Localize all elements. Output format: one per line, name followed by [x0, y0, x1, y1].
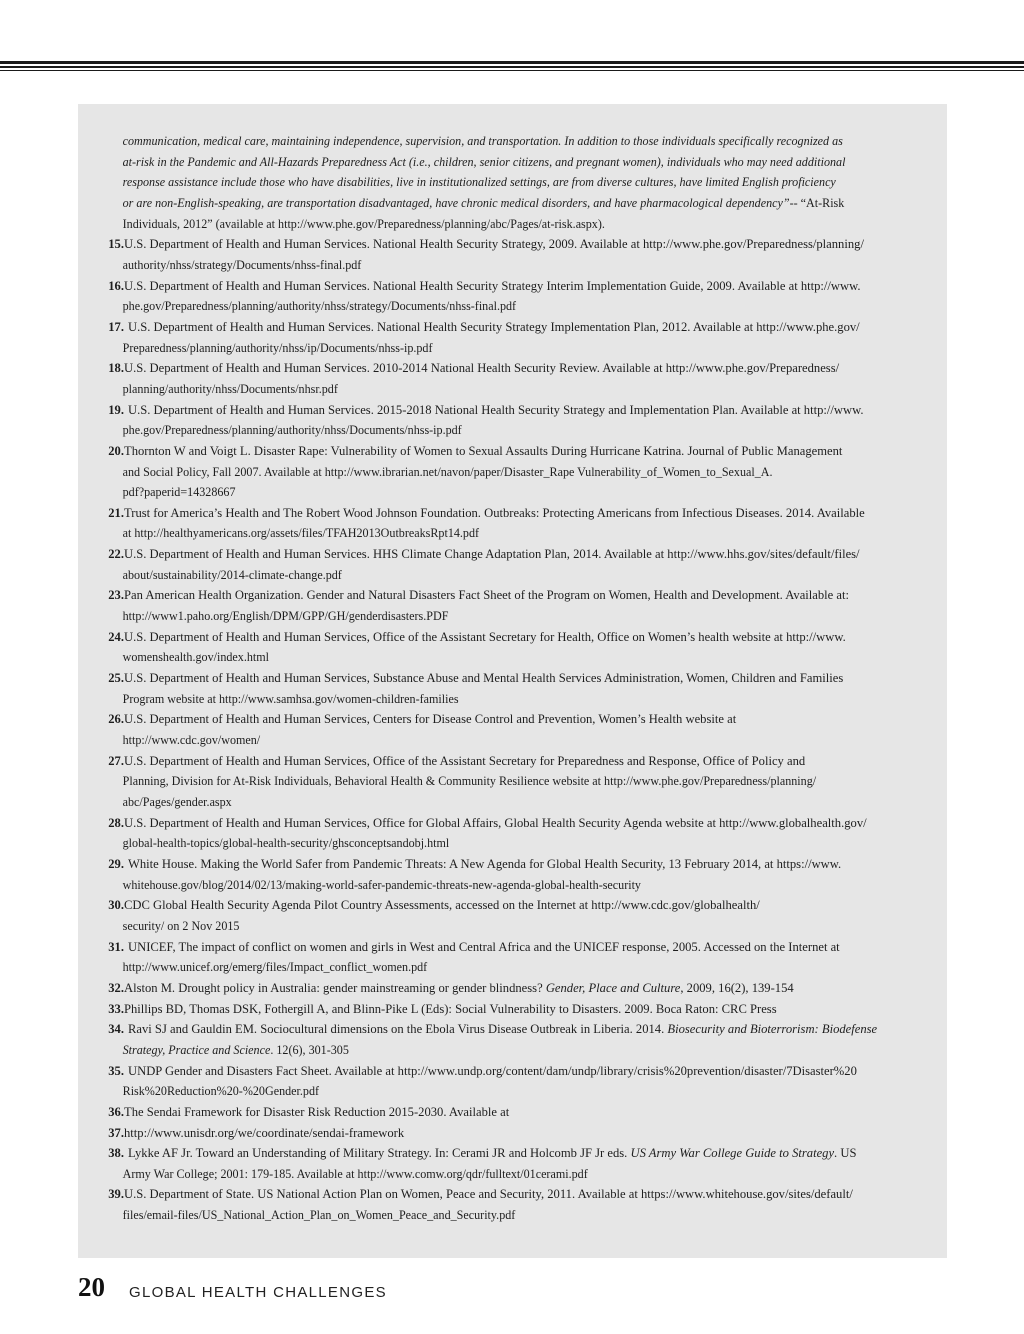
reference-number: 22.	[108, 547, 124, 562]
reference-number: 19.	[108, 402, 124, 417]
reference-line: U.S. Department of Health and Human Services, Office of the Assistant Secretary for Health, Office on Women’s health website at http://www.	[124, 629, 846, 644]
reference-line: U.S. Department of Health and Human Services, Office of the Assistant Secretary for Preparedness and Response, Office of Policy and	[124, 753, 806, 768]
reference-line: pdf?paperid=14328667	[122, 485, 236, 500]
reference-number: 15.	[108, 237, 124, 252]
reference-line: global-health-topics/global-health-security/ghsconceptsandobj.html	[122, 836, 450, 851]
reference-number: 32.	[108, 980, 124, 995]
reference-line: Pan American Health Organization. Gender and Natural Disasters Fact Sheet of the Program on Women, Health and Development. Available at:	[124, 588, 850, 603]
reference-line: Trust for America’s Health and The Robert Wood Johnson Foundation. Outbreaks: Protecting Americans from Infectious Diseases. 2014. Available	[124, 505, 865, 520]
reference-number: 16.	[108, 278, 124, 293]
reference-item	[90, 999, 935, 1020]
reference-line: Ravi SJ and Gauldin EM. Sociocultural dimensions on the Ebola Virus Disease Outbreak in Liberia. 2014.	[128, 1022, 668, 1037]
reference-line: U.S. Department of Health and Human Services. National Health Security Strategy Implementation Plan, 2012. Available at http://www.phe.gov/	[128, 319, 860, 334]
reference-text	[124, 627, 846, 648]
reference-number: 27.	[108, 753, 124, 768]
reference-number: 18.	[108, 361, 124, 376]
reference-item	[90, 1019, 935, 1040]
journal-title: Biosecurity and Bioterrorism: Biodefense	[667, 1022, 878, 1037]
header-rule-mid	[0, 66, 1024, 68]
intro-line	[90, 193, 844, 214]
reference-number: 30.	[108, 898, 124, 913]
reference-text	[124, 441, 842, 462]
reference-text	[124, 854, 841, 875]
reference-line: UNDP Gender and Disasters Fact Sheet. Available at http://www.undp.org/content/dam/undp/library/crisis%20prevention/disaster/7Disaster%20	[128, 1063, 857, 1078]
reference-text	[124, 813, 867, 834]
reference-item	[90, 668, 935, 689]
reference-line: Alston M. Drought policy in Australia: gender mainstreaming or gender blindness?	[124, 980, 546, 995]
reference-number: 26.	[108, 712, 124, 727]
reference-item	[90, 895, 935, 916]
reference-text	[124, 1102, 509, 1123]
reference-line: Lykke AF Jr. Toward an Understanding of Military Strategy. In: Cerami JR and Holcomb JF Jr eds.	[128, 1146, 631, 1161]
reference-line: at http://healthyamericans.org/assets/files/TFAH2013OutbreaksRpt14.pdf	[122, 526, 480, 541]
reference-line: planning/authority/nhss/Documents/nhsr.pdf	[122, 381, 338, 396]
references-list	[90, 131, 935, 1226]
reference-line: U.S. Department of State. US National Action Plan on Women, Peace and Security, 2011. Available at https://www.whitehouse.gov/sites/default/	[124, 1187, 853, 1202]
reference-item	[90, 1143, 935, 1164]
reference-number: 34.	[108, 1022, 124, 1037]
reference-item	[90, 1123, 935, 1144]
reference-item	[90, 234, 935, 255]
reference-text	[124, 978, 794, 999]
reference-text	[124, 400, 864, 421]
reference-item	[90, 317, 935, 338]
reference-number: 31.	[108, 939, 124, 954]
reference-text	[124, 1123, 404, 1144]
reference-line: Phillips BD, Thomas DSK, Fothergill A, and Blinn-Pike L (Eds): Social Vulnerability to Disasters. 2009. Boca Raton: CRC Press	[124, 1001, 777, 1016]
reference-line: , 2009, 16(2), 139-154	[680, 980, 794, 995]
reference-line: abc/Pages/gender.aspx	[122, 795, 232, 809]
reference-line: Risk%20Reduction%20-%20Gender.pdf	[122, 1084, 320, 1099]
reference-line: phe.gov/Preparedness/planning/authority/nhss/Documents/nhss-ip.pdf	[122, 423, 462, 438]
reference-line: http://www.unicef.org/emerg/files/Impact_conflict_women.pdf	[122, 960, 428, 975]
reference-number: 24.	[108, 629, 124, 644]
reference-line: U.S. Department of Health and Human Services. 2015-2018 National Health Security Strategy and Implementation Plan. Available at http://www.	[128, 402, 864, 417]
reference-number: 38.	[108, 1146, 124, 1161]
reference-number: 33.	[108, 1001, 124, 1016]
book-title: US Army War College Guide to Strategy	[630, 1146, 835, 1161]
reference-line: womenshealth.gov/index.html	[122, 650, 270, 665]
reference-number: 37.	[108, 1125, 124, 1140]
reference-line	[90, 1040, 349, 1061]
reference-item	[90, 585, 935, 606]
journal-title: Gender, Place and Culture	[545, 980, 681, 995]
reference-item	[90, 503, 935, 524]
reference-line: whitehouse.gov/blog/2014/02/13/making-world-safer-pandemic-threats-new-agenda-global-health-security	[122, 877, 641, 892]
reference-number: 17.	[108, 319, 124, 334]
reference-text	[124, 999, 777, 1020]
reference-line: U.S. Department of Health and Human Services, Substance Abuse and Mental Health Services Administration, Women, Children and Families	[124, 671, 844, 686]
reference-item	[90, 400, 935, 421]
reference-line: U.S. Department of Health and Human Services. HHS Climate Change Adaptation Plan, 2014. Available at http://www.hhs.gov/sites/default/files/	[124, 547, 860, 562]
reference-item	[90, 544, 935, 565]
reference-line: and Social Policy, Fall 2007. Available at http://www.ibrarian.net/navon/paper/Disaster_Rape Vulnerability_of_Women_to_Sexual_A.	[122, 464, 773, 479]
reference-text	[124, 317, 860, 338]
reference-line: Thornton W and Voigt L. Disaster Rape: Vulnerability of Women to Sexual Assaults During Hurricane Katrina. Journal of Public Management	[124, 443, 843, 458]
reference-item	[90, 937, 935, 958]
header-rule-thick	[0, 61, 1024, 64]
reference-item	[90, 276, 935, 297]
reference-text	[124, 937, 840, 958]
reference-text	[124, 1184, 853, 1205]
reference-item	[90, 627, 935, 648]
reference-item	[90, 1184, 935, 1205]
reference-number: 20.	[108, 443, 124, 458]
reference-line: . US	[834, 1146, 857, 1161]
reference-line: White House. Making the World Safer from Pandemic Threats: A New Agenda for Global Health Security, 13 February 2014, at https://www.	[128, 856, 842, 871]
reference-line: Program website at http://www.samhsa.gov/women-children-families	[122, 691, 459, 706]
reference-line: UNICEF, The impact of conflict on women and girls in West and Central Africa and the UNICEF response, 2005. Accessed on the Internet at	[128, 939, 840, 954]
reference-number: 39.	[108, 1187, 124, 1202]
running-footer-title: GLOBAL HEALTH CHALLENGES	[129, 1284, 387, 1301]
reference-item	[90, 709, 935, 730]
intro-line: communication, medical care, maintaining independence, supervision, and transportation. In addition to those individuals specifically recognized as	[122, 134, 843, 148]
reference-text	[124, 1143, 856, 1164]
reference-line: http://www.cdc.gov/women/	[122, 733, 261, 748]
reference-line: . 12(6), 301-305	[270, 1042, 349, 1057]
reference-item	[90, 358, 935, 379]
reference-line: The Sendai Framework for Disaster Risk Reduction 2015-2030. Available at	[124, 1104, 510, 1119]
reference-number: 23.	[108, 588, 124, 603]
reference-number: 35.	[108, 1063, 124, 1078]
reference-line: http://www1.paho.org/English/DPM/GPP/GH/genderdisasters.PDF	[122, 609, 449, 624]
reference-line: U.S. Department of Health and Human Services. National Health Security Strategy Interim Implementation Guide, 2009. Available at http://www.	[124, 278, 861, 293]
page-number: 20	[78, 1272, 105, 1302]
reference-text	[124, 276, 861, 297]
reference-text	[124, 585, 849, 606]
reference-text	[124, 751, 805, 772]
reference-text	[124, 358, 839, 379]
reference-number: 25.	[108, 671, 124, 686]
reference-text	[124, 503, 865, 524]
reference-text	[124, 544, 860, 565]
reference-line: Army War College; 2001: 179-185. Available at http://www.comw.org/qdr/fulltext/01cerami.pdf	[122, 1166, 588, 1181]
reference-text	[124, 709, 736, 730]
reference-line: files/email-files/US_National_Action_Plan_on_Women_Peace_and_Security.pdf	[122, 1208, 516, 1223]
reference-number: 21.	[108, 505, 124, 520]
reference-line: U.S. Department of Health and Human Services, Office for Global Affairs, Global Health Security Agenda website at http://www.globalhealth.gov/	[124, 815, 867, 830]
reference-item	[90, 978, 935, 999]
reference-line: authority/nhss/strategy/Documents/nhss-final.pdf	[122, 257, 362, 272]
reference-line: CDC Global Health Security Agenda Pilot Country Assessments, accessed on the Internet at http://www.cdc.gov/globalhealth/	[124, 898, 760, 913]
reference-text	[124, 668, 843, 689]
intro-line: at-risk in the Pandemic and All-Hazards Preparedness Act (i.e., children, senior citizens, and pregnant women), individuals who may need additional	[122, 154, 846, 169]
reference-item	[90, 813, 935, 834]
intro-line-italic: or are non-English-speaking, are transportation disadvantaged, have chronic medical disorders, and have pharmacological dependency”	[122, 195, 790, 210]
reference-text	[124, 1019, 877, 1040]
reference-item	[90, 854, 935, 875]
reference-text	[124, 1061, 857, 1082]
intro-line: Individuals, 2012” (available at http://www.phe.gov/Preparedness/planning/abc/Pages/at-risk.aspx).	[122, 216, 605, 231]
reference-item	[90, 1102, 935, 1123]
reference-item	[90, 751, 935, 772]
reference-number: 28.	[108, 815, 124, 830]
reference-line: phe.gov/Preparedness/planning/authority/nhss/strategy/Documents/nhss-final.pdf	[122, 299, 517, 314]
reference-line: U.S. Department of Health and Human Services. National Health Security Strategy, 2009. Available at http://www.phe.gov/Preparedness/planning/	[124, 237, 864, 252]
journal-title: Strategy, Practice and Science	[122, 1042, 271, 1057]
reference-item	[90, 1061, 935, 1082]
reference-line: U.S. Department of Health and Human Services, Centers for Disease Control and Prevention, Women’s Health website at	[124, 712, 737, 727]
reference-text	[124, 895, 760, 916]
intro-line: response assistance include those who have disabilities, live in institutionalized settings, are from diverse cultures, have limited English proficiency	[122, 175, 836, 190]
header-rule-thin	[0, 70, 1024, 71]
reference-line: about/sustainability/2014-climate-change.pdf	[122, 567, 342, 582]
reference-number: 29.	[108, 856, 124, 871]
reference-line: Preparedness/planning/authority/nhss/ip/Documents/nhss-ip.pdf	[122, 340, 433, 355]
reference-line: Planning, Division for At-Risk Individuals, Behavioral Health & Community Resilience website at http://www.phe.gov/Preparedness/planning/	[122, 774, 817, 789]
reference-text	[124, 234, 864, 255]
intro-line-normal: -- “At-Risk	[789, 195, 845, 210]
reference-line: security/ on 2 Nov 2015	[122, 918, 240, 933]
reference-line: http://www.unisdr.org/we/coordinate/sendai-framework	[124, 1125, 405, 1140]
reference-line: U.S. Department of Health and Human Services. 2010-2014 National Health Security Review. Available at http://www.phe.gov/Preparedness/	[124, 361, 840, 376]
reference-item	[90, 441, 935, 462]
reference-number: 36.	[108, 1104, 124, 1119]
